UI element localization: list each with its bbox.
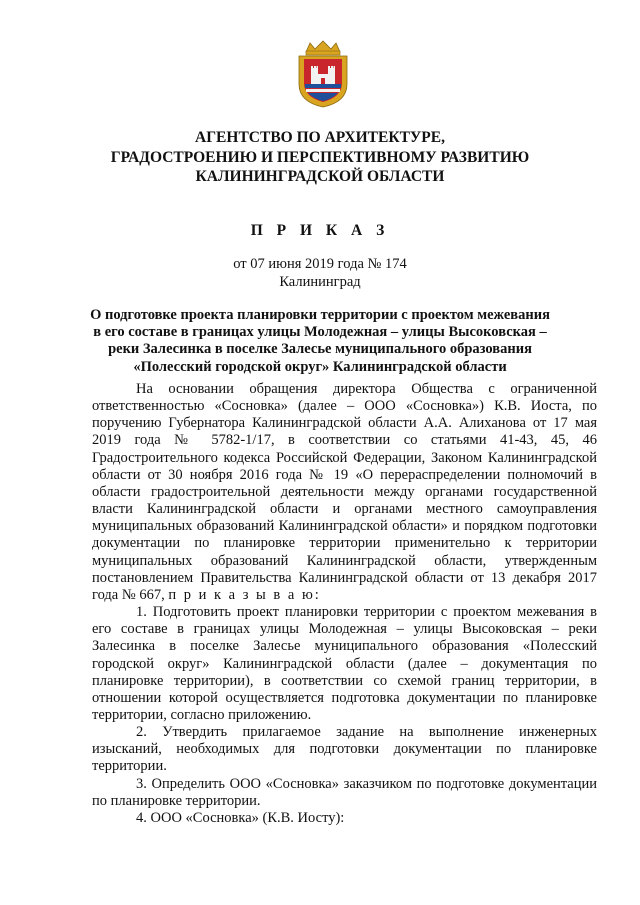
agency-name-line-2: ГРАДОСТРОЕНИЮ И ПЕРСПЕКТИВНОМУ РАЗВИТИЮ <box>110 148 530 166</box>
order-date-block <box>0 256 640 291</box>
coat-of-arms-emblem <box>296 40 350 108</box>
order-body <box>92 381 597 827</box>
order-item-2: 2. Утвердить прилагаемое задание на выполнение инженерных изысканий, необходимых для подготовки документации по планировке территории. <box>92 724 597 775</box>
order-date: от 07 июня 2019 года № 174 <box>233 256 407 272</box>
order-title: П Р И К А З <box>250 222 390 239</box>
order-subject-line-1: О подготовке проекта планировки территории с проектом межевания <box>90 307 550 323</box>
preamble-paragraph <box>92 381 597 604</box>
order-subject-line-3: реки Залесинка в поселке Залесье муниципального образования <box>108 341 532 358</box>
order-subject <box>0 307 640 376</box>
agency-name <box>0 128 640 187</box>
order-subject-line-2: в его составе в границах улицы Молодежная – улицы Высоковская – <box>93 324 547 341</box>
order-item-4: 4. ООО «Сосновка» (К.В. Иосту): <box>136 809 345 826</box>
preamble-text: На основании обращения директора Общества с ограниченной ответственностью «Сосновка» (далее – ООО «Сосновка») К.В. Иоста, по поручению Губернатора Калининградской области А.А. Алиханова от 17 мая 2019 года № 5782-1/17, в соответствии со статьями 41-43, 45, 46 Градостроительного кодекса Российской Федерации, Законом Калининградской области от 30 ноября 2016 года № 19 «О перераспределении полномочий в области градостроительной деятельности между органами государственной власти Калининградской области и органами местного самоуправления муниципальных образований Калининградской области» и порядком подготовки документации по планировке территории применительно к территории муниципальных образований Калининградской области, утвержденным постановлением Правительства Калининградской области от 13 декабря 2017 года № 667, <box>92 381 597 603</box>
order-subject-line-4: «Полесский городской округ» Калининградской области <box>133 358 507 375</box>
orders-word: п р и к а з ы в а ю: <box>168 586 321 603</box>
order-item-1: 1. Подготовить проект планировки территории с проектом межевания в его составе в границах улицы Молодежная – улицы Высоковская – реки Залесинка в поселке Залесье муниципального образования «Полесский городской округ» Калининградской области (далее – документация по планировке территории), в соответствии со схемой границ территории, в отношении которой осуществляется подготовка документации по планировке территории, согласно приложению. <box>92 604 597 723</box>
order-city: Калининград <box>279 273 361 290</box>
agency-name-line-1: АГЕНТСТВО ПО АРХИТЕКТУРЕ, <box>195 129 445 146</box>
order-item-3: 3. Определить ООО «Сосновка» заказчиком по подготовке документации по планировке территории. <box>92 775 597 809</box>
agency-name-line-3: КАЛИНИНГРАДСКОЙ ОБЛАСТИ <box>195 168 445 185</box>
